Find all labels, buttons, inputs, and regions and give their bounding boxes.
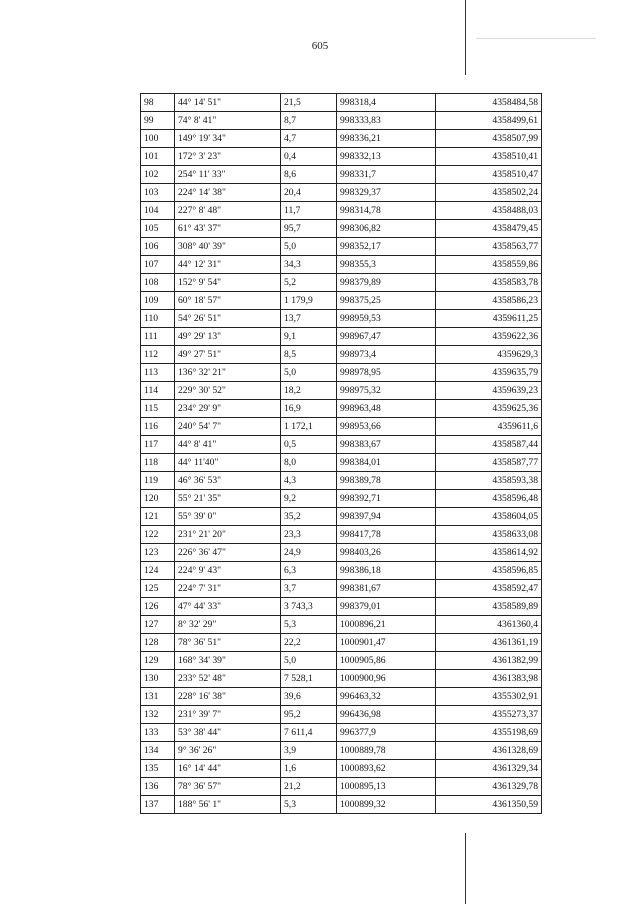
y-coordinate-cell: 4358604,05 xyxy=(436,508,542,526)
distance-cell: 1 179,9 xyxy=(281,292,337,310)
table-row xyxy=(141,742,542,760)
y-coordinate-cell: 4358559,86 xyxy=(436,256,542,274)
distance-cell: 8,0 xyxy=(281,454,337,472)
x-coordinate-cell: 998967,47 xyxy=(337,328,436,346)
point-number-cell: 120 xyxy=(141,490,175,508)
y-coordinate-cell: 4355198,69 xyxy=(436,724,542,742)
point-number-cell: 124 xyxy=(141,562,175,580)
distance-cell: 20,4 xyxy=(281,184,337,202)
distance-cell: 1,6 xyxy=(281,760,337,778)
bearing-cell: 53° 38' 44" xyxy=(175,724,281,742)
table-row xyxy=(141,166,542,184)
table-row xyxy=(141,670,542,688)
bearing-cell: 49° 29' 13" xyxy=(175,328,281,346)
x-coordinate-cell: 998329,37 xyxy=(337,184,436,202)
distance-cell: 4,7 xyxy=(281,130,337,148)
bearing-cell: 254° 11' 33" xyxy=(175,166,281,184)
y-coordinate-cell: 4358510,47 xyxy=(436,166,542,184)
point-number-cell: 114 xyxy=(141,382,175,400)
coordinates-table xyxy=(140,93,542,814)
x-coordinate-cell: 998386,18 xyxy=(337,562,436,580)
x-coordinate-cell: 998379,01 xyxy=(337,598,436,616)
point-number-cell: 105 xyxy=(141,220,175,238)
point-number-cell: 102 xyxy=(141,166,175,184)
bearing-cell: 231° 39' 7" xyxy=(175,706,281,724)
distance-cell: 3 743,3 xyxy=(281,598,337,616)
point-number-cell: 111 xyxy=(141,328,175,346)
bearing-cell: 228° 16' 38" xyxy=(175,688,281,706)
bearing-cell: 74° 8' 41" xyxy=(175,112,281,130)
distance-cell: 95,2 xyxy=(281,706,337,724)
bearing-cell: 149° 19' 34" xyxy=(175,130,281,148)
point-number-cell: 119 xyxy=(141,472,175,490)
bearing-cell: 224° 14' 38" xyxy=(175,184,281,202)
bearing-cell: 168° 34' 39" xyxy=(175,652,281,670)
table-row xyxy=(141,256,542,274)
distance-cell: 3,9 xyxy=(281,742,337,760)
x-coordinate-cell: 998331,7 xyxy=(337,166,436,184)
point-number-cell: 109 xyxy=(141,292,175,310)
table-row xyxy=(141,94,542,112)
bearing-cell: 188° 56' 1" xyxy=(175,796,281,814)
table-row xyxy=(141,616,542,634)
point-number-cell: 121 xyxy=(141,508,175,526)
table-row xyxy=(141,364,542,382)
point-number-cell: 113 xyxy=(141,364,175,382)
y-coordinate-cell: 4358484,58 xyxy=(436,94,542,112)
table-row xyxy=(141,490,542,508)
y-coordinate-cell: 4358633,08 xyxy=(436,526,542,544)
coordinates-table-body xyxy=(141,94,542,814)
bearing-cell: 172° 3' 23" xyxy=(175,148,281,166)
point-number-cell: 133 xyxy=(141,724,175,742)
y-coordinate-cell: 4358479,45 xyxy=(436,220,542,238)
table-row xyxy=(141,436,542,454)
point-number-cell: 103 xyxy=(141,184,175,202)
x-coordinate-cell: 998978,95 xyxy=(337,364,436,382)
table-row xyxy=(141,688,542,706)
point-number-cell: 122 xyxy=(141,526,175,544)
distance-cell: 6,3 xyxy=(281,562,337,580)
table-row xyxy=(141,472,542,490)
distance-cell: 22,2 xyxy=(281,634,337,652)
x-coordinate-cell: 998953,66 xyxy=(337,418,436,436)
y-coordinate-cell: 4358499,61 xyxy=(436,112,542,130)
bearing-cell: 61° 43' 37" xyxy=(175,220,281,238)
table-row xyxy=(141,130,542,148)
y-coordinate-cell: 4361382,99 xyxy=(436,652,542,670)
table-row xyxy=(141,328,542,346)
distance-cell: 95,7 xyxy=(281,220,337,238)
table-row xyxy=(141,526,542,544)
bearing-cell: 152° 9' 54" xyxy=(175,274,281,292)
point-number-cell: 108 xyxy=(141,274,175,292)
bearing-cell: 240° 54' 7" xyxy=(175,418,281,436)
x-coordinate-cell: 998332,13 xyxy=(337,148,436,166)
x-coordinate-cell: 998417,78 xyxy=(337,526,436,544)
x-coordinate-cell: 1000896,21 xyxy=(337,616,436,634)
y-coordinate-cell: 4358587,44 xyxy=(436,436,542,454)
y-coordinate-cell: 4361329,34 xyxy=(436,760,542,778)
y-coordinate-cell: 4359629,3 xyxy=(436,346,542,364)
distance-cell: 7 528,1 xyxy=(281,670,337,688)
point-number-cell: 131 xyxy=(141,688,175,706)
y-coordinate-cell: 4355273,37 xyxy=(436,706,542,724)
point-number-cell: 118 xyxy=(141,454,175,472)
y-coordinate-cell: 4359611,25 xyxy=(436,310,542,328)
table-row xyxy=(141,418,542,436)
distance-cell: 5,2 xyxy=(281,274,337,292)
bearing-cell: 16° 14' 44" xyxy=(175,760,281,778)
x-coordinate-cell: 998975,32 xyxy=(337,382,436,400)
table-row xyxy=(141,220,542,238)
bearing-cell: 9° 36' 26" xyxy=(175,742,281,760)
table-row xyxy=(141,184,542,202)
distance-cell: 1 172,1 xyxy=(281,418,337,436)
table-row xyxy=(141,310,542,328)
y-coordinate-cell: 4358502,24 xyxy=(436,184,542,202)
point-number-cell: 129 xyxy=(141,652,175,670)
point-number-cell: 117 xyxy=(141,436,175,454)
bearing-cell: 44° 14' 51" xyxy=(175,94,281,112)
x-coordinate-cell: 1000893,62 xyxy=(337,760,436,778)
bearing-cell: 233° 52' 48" xyxy=(175,670,281,688)
distance-cell: 0,4 xyxy=(281,148,337,166)
bearing-cell: 136° 32' 21" xyxy=(175,364,281,382)
x-coordinate-cell: 998384,01 xyxy=(337,454,436,472)
x-coordinate-cell: 1000895,13 xyxy=(337,778,436,796)
binding-line-top xyxy=(465,0,466,75)
bearing-cell: 44° 8' 41" xyxy=(175,436,281,454)
distance-cell: 24,9 xyxy=(281,544,337,562)
point-number-cell: 132 xyxy=(141,706,175,724)
x-coordinate-cell: 996436,98 xyxy=(337,706,436,724)
point-number-cell: 134 xyxy=(141,742,175,760)
table-row xyxy=(141,796,542,814)
x-coordinate-cell: 998397,94 xyxy=(337,508,436,526)
distance-cell: 8,6 xyxy=(281,166,337,184)
y-coordinate-cell: 4361328,69 xyxy=(436,742,542,760)
bearing-cell: 44° 11'40" xyxy=(175,454,281,472)
y-coordinate-cell: 4358507,99 xyxy=(436,130,542,148)
y-coordinate-cell: 4358589,89 xyxy=(436,598,542,616)
point-number-cell: 100 xyxy=(141,130,175,148)
table-row xyxy=(141,706,542,724)
table-row xyxy=(141,112,542,130)
distance-cell: 21,5 xyxy=(281,94,337,112)
x-coordinate-cell: 998318,4 xyxy=(337,94,436,112)
bearing-cell: 47° 44' 33" xyxy=(175,598,281,616)
point-number-cell: 123 xyxy=(141,544,175,562)
x-coordinate-cell: 998355,3 xyxy=(337,256,436,274)
bearing-cell: 44° 12' 31" xyxy=(175,256,281,274)
distance-cell: 16,9 xyxy=(281,400,337,418)
y-coordinate-cell: 4359635,79 xyxy=(436,364,542,382)
table-row xyxy=(141,598,542,616)
x-coordinate-cell: 1000899,32 xyxy=(337,796,436,814)
point-number-cell: 130 xyxy=(141,670,175,688)
binding-line-bottom xyxy=(465,833,466,904)
table-row xyxy=(141,274,542,292)
distance-cell: 13,7 xyxy=(281,310,337,328)
point-number-cell: 135 xyxy=(141,760,175,778)
x-coordinate-cell: 996463,32 xyxy=(337,688,436,706)
x-coordinate-cell: 998973,4 xyxy=(337,346,436,364)
x-coordinate-cell: 998379,89 xyxy=(337,274,436,292)
bearing-cell: 234° 29' 9" xyxy=(175,400,281,418)
point-number-cell: 125 xyxy=(141,580,175,598)
table-row xyxy=(141,580,542,598)
x-coordinate-cell: 998352,17 xyxy=(337,238,436,256)
bearing-cell: 46° 36' 53" xyxy=(175,472,281,490)
point-number-cell: 112 xyxy=(141,346,175,364)
x-coordinate-cell: 998314,78 xyxy=(337,202,436,220)
point-number-cell: 107 xyxy=(141,256,175,274)
table-row xyxy=(141,562,542,580)
y-coordinate-cell: 4361361,19 xyxy=(436,634,542,652)
table-row xyxy=(141,652,542,670)
y-coordinate-cell: 4358596,48 xyxy=(436,490,542,508)
table-row xyxy=(141,148,542,166)
point-number-cell: 137 xyxy=(141,796,175,814)
y-coordinate-cell: 4359622,36 xyxy=(436,328,542,346)
table-row xyxy=(141,400,542,418)
point-number-cell: 104 xyxy=(141,202,175,220)
distance-cell: 9,1 xyxy=(281,328,337,346)
table-row xyxy=(141,454,542,472)
y-coordinate-cell: 4361329,78 xyxy=(436,778,542,796)
table-row xyxy=(141,760,542,778)
y-coordinate-cell: 4361383,98 xyxy=(436,670,542,688)
distance-cell: 5,0 xyxy=(281,652,337,670)
point-number-cell: 98 xyxy=(141,94,175,112)
y-coordinate-cell: 4358593,38 xyxy=(436,472,542,490)
bearing-cell: 229° 30' 52" xyxy=(175,382,281,400)
y-coordinate-cell: 4358614,92 xyxy=(436,544,542,562)
point-number-cell: 110 xyxy=(141,310,175,328)
distance-cell: 7 611,4 xyxy=(281,724,337,742)
table-row xyxy=(141,238,542,256)
y-coordinate-cell: 4361350,59 xyxy=(436,796,542,814)
bearing-cell: 224° 9' 43" xyxy=(175,562,281,580)
distance-cell: 5,0 xyxy=(281,238,337,256)
x-coordinate-cell: 998389,78 xyxy=(337,472,436,490)
distance-cell: 23,3 xyxy=(281,526,337,544)
bearing-cell: 54° 26' 51" xyxy=(175,310,281,328)
table-row xyxy=(141,292,542,310)
x-coordinate-cell: 998963,48 xyxy=(337,400,436,418)
y-coordinate-cell: 4355302,91 xyxy=(436,688,542,706)
distance-cell: 8,7 xyxy=(281,112,337,130)
bearing-cell: 55° 39' 0" xyxy=(175,508,281,526)
table-row xyxy=(141,724,542,742)
table-row xyxy=(141,508,542,526)
x-coordinate-cell: 998306,82 xyxy=(337,220,436,238)
y-coordinate-cell: 4358587,77 xyxy=(436,454,542,472)
table-row xyxy=(141,778,542,796)
point-number-cell: 99 xyxy=(141,112,175,130)
point-number-cell: 128 xyxy=(141,634,175,652)
bearing-cell: 60° 18' 57" xyxy=(175,292,281,310)
distance-cell: 5,0 xyxy=(281,364,337,382)
distance-cell: 0,5 xyxy=(281,436,337,454)
y-coordinate-cell: 4359625,36 xyxy=(436,400,542,418)
bearing-cell: 231° 21' 20" xyxy=(175,526,281,544)
x-coordinate-cell: 1000889,78 xyxy=(337,742,436,760)
distance-cell: 18,2 xyxy=(281,382,337,400)
bearing-cell: 308° 40' 39" xyxy=(175,238,281,256)
y-coordinate-cell: 4358596,85 xyxy=(436,562,542,580)
table-row xyxy=(141,202,542,220)
distance-cell: 3,7 xyxy=(281,580,337,598)
y-coordinate-cell: 4359611,6 xyxy=(436,418,542,436)
distance-cell: 34,3 xyxy=(281,256,337,274)
x-coordinate-cell: 998336,21 xyxy=(337,130,436,148)
x-coordinate-cell: 998403,26 xyxy=(337,544,436,562)
point-number-cell: 115 xyxy=(141,400,175,418)
table-row xyxy=(141,382,542,400)
table-row xyxy=(141,634,542,652)
distance-cell: 35,2 xyxy=(281,508,337,526)
y-coordinate-cell: 4358583,78 xyxy=(436,274,542,292)
x-coordinate-cell: 1000901,47 xyxy=(337,634,436,652)
point-number-cell: 136 xyxy=(141,778,175,796)
table-row xyxy=(141,544,542,562)
distance-cell: 39,6 xyxy=(281,688,337,706)
point-number-cell: 106 xyxy=(141,238,175,256)
point-number-cell: 101 xyxy=(141,148,175,166)
y-coordinate-cell: 4358592,47 xyxy=(436,580,542,598)
distance-cell: 5,3 xyxy=(281,796,337,814)
x-coordinate-cell: 998383,67 xyxy=(337,436,436,454)
bearing-cell: 78° 36' 57" xyxy=(175,778,281,796)
y-coordinate-cell: 4361360,4 xyxy=(436,616,542,634)
page-number: 605 xyxy=(311,40,329,52)
distance-cell: 5,3 xyxy=(281,616,337,634)
point-number-cell: 127 xyxy=(141,616,175,634)
scan-mark xyxy=(476,38,596,39)
x-coordinate-cell: 998333,83 xyxy=(337,112,436,130)
x-coordinate-cell: 1000905,86 xyxy=(337,652,436,670)
bearing-cell: 8° 32' 29" xyxy=(175,616,281,634)
distance-cell: 11,7 xyxy=(281,202,337,220)
x-coordinate-cell: 996377,9 xyxy=(337,724,436,742)
distance-cell: 21,2 xyxy=(281,778,337,796)
point-number-cell: 116 xyxy=(141,418,175,436)
distance-cell: 9,2 xyxy=(281,490,337,508)
bearing-cell: 226° 36' 47" xyxy=(175,544,281,562)
bearing-cell: 227° 8' 48" xyxy=(175,202,281,220)
bearing-cell: 49° 27' 51" xyxy=(175,346,281,364)
distance-cell: 8,5 xyxy=(281,346,337,364)
y-coordinate-cell: 4358488,03 xyxy=(436,202,542,220)
bearing-cell: 55° 21' 35" xyxy=(175,490,281,508)
distance-cell: 4,3 xyxy=(281,472,337,490)
y-coordinate-cell: 4358510,41 xyxy=(436,148,542,166)
y-coordinate-cell: 4358563,77 xyxy=(436,238,542,256)
y-coordinate-cell: 4359639,23 xyxy=(436,382,542,400)
x-coordinate-cell: 998392,71 xyxy=(337,490,436,508)
bearing-cell: 78° 36' 51" xyxy=(175,634,281,652)
x-coordinate-cell: 998959,53 xyxy=(337,310,436,328)
y-coordinate-cell: 4358586,23 xyxy=(436,292,542,310)
x-coordinate-cell: 998381,67 xyxy=(337,580,436,598)
bearing-cell: 224° 7' 31" xyxy=(175,580,281,598)
x-coordinate-cell: 1000900,96 xyxy=(337,670,436,688)
point-number-cell: 126 xyxy=(141,598,175,616)
table-row xyxy=(141,346,542,364)
x-coordinate-cell: 998375,25 xyxy=(337,292,436,310)
